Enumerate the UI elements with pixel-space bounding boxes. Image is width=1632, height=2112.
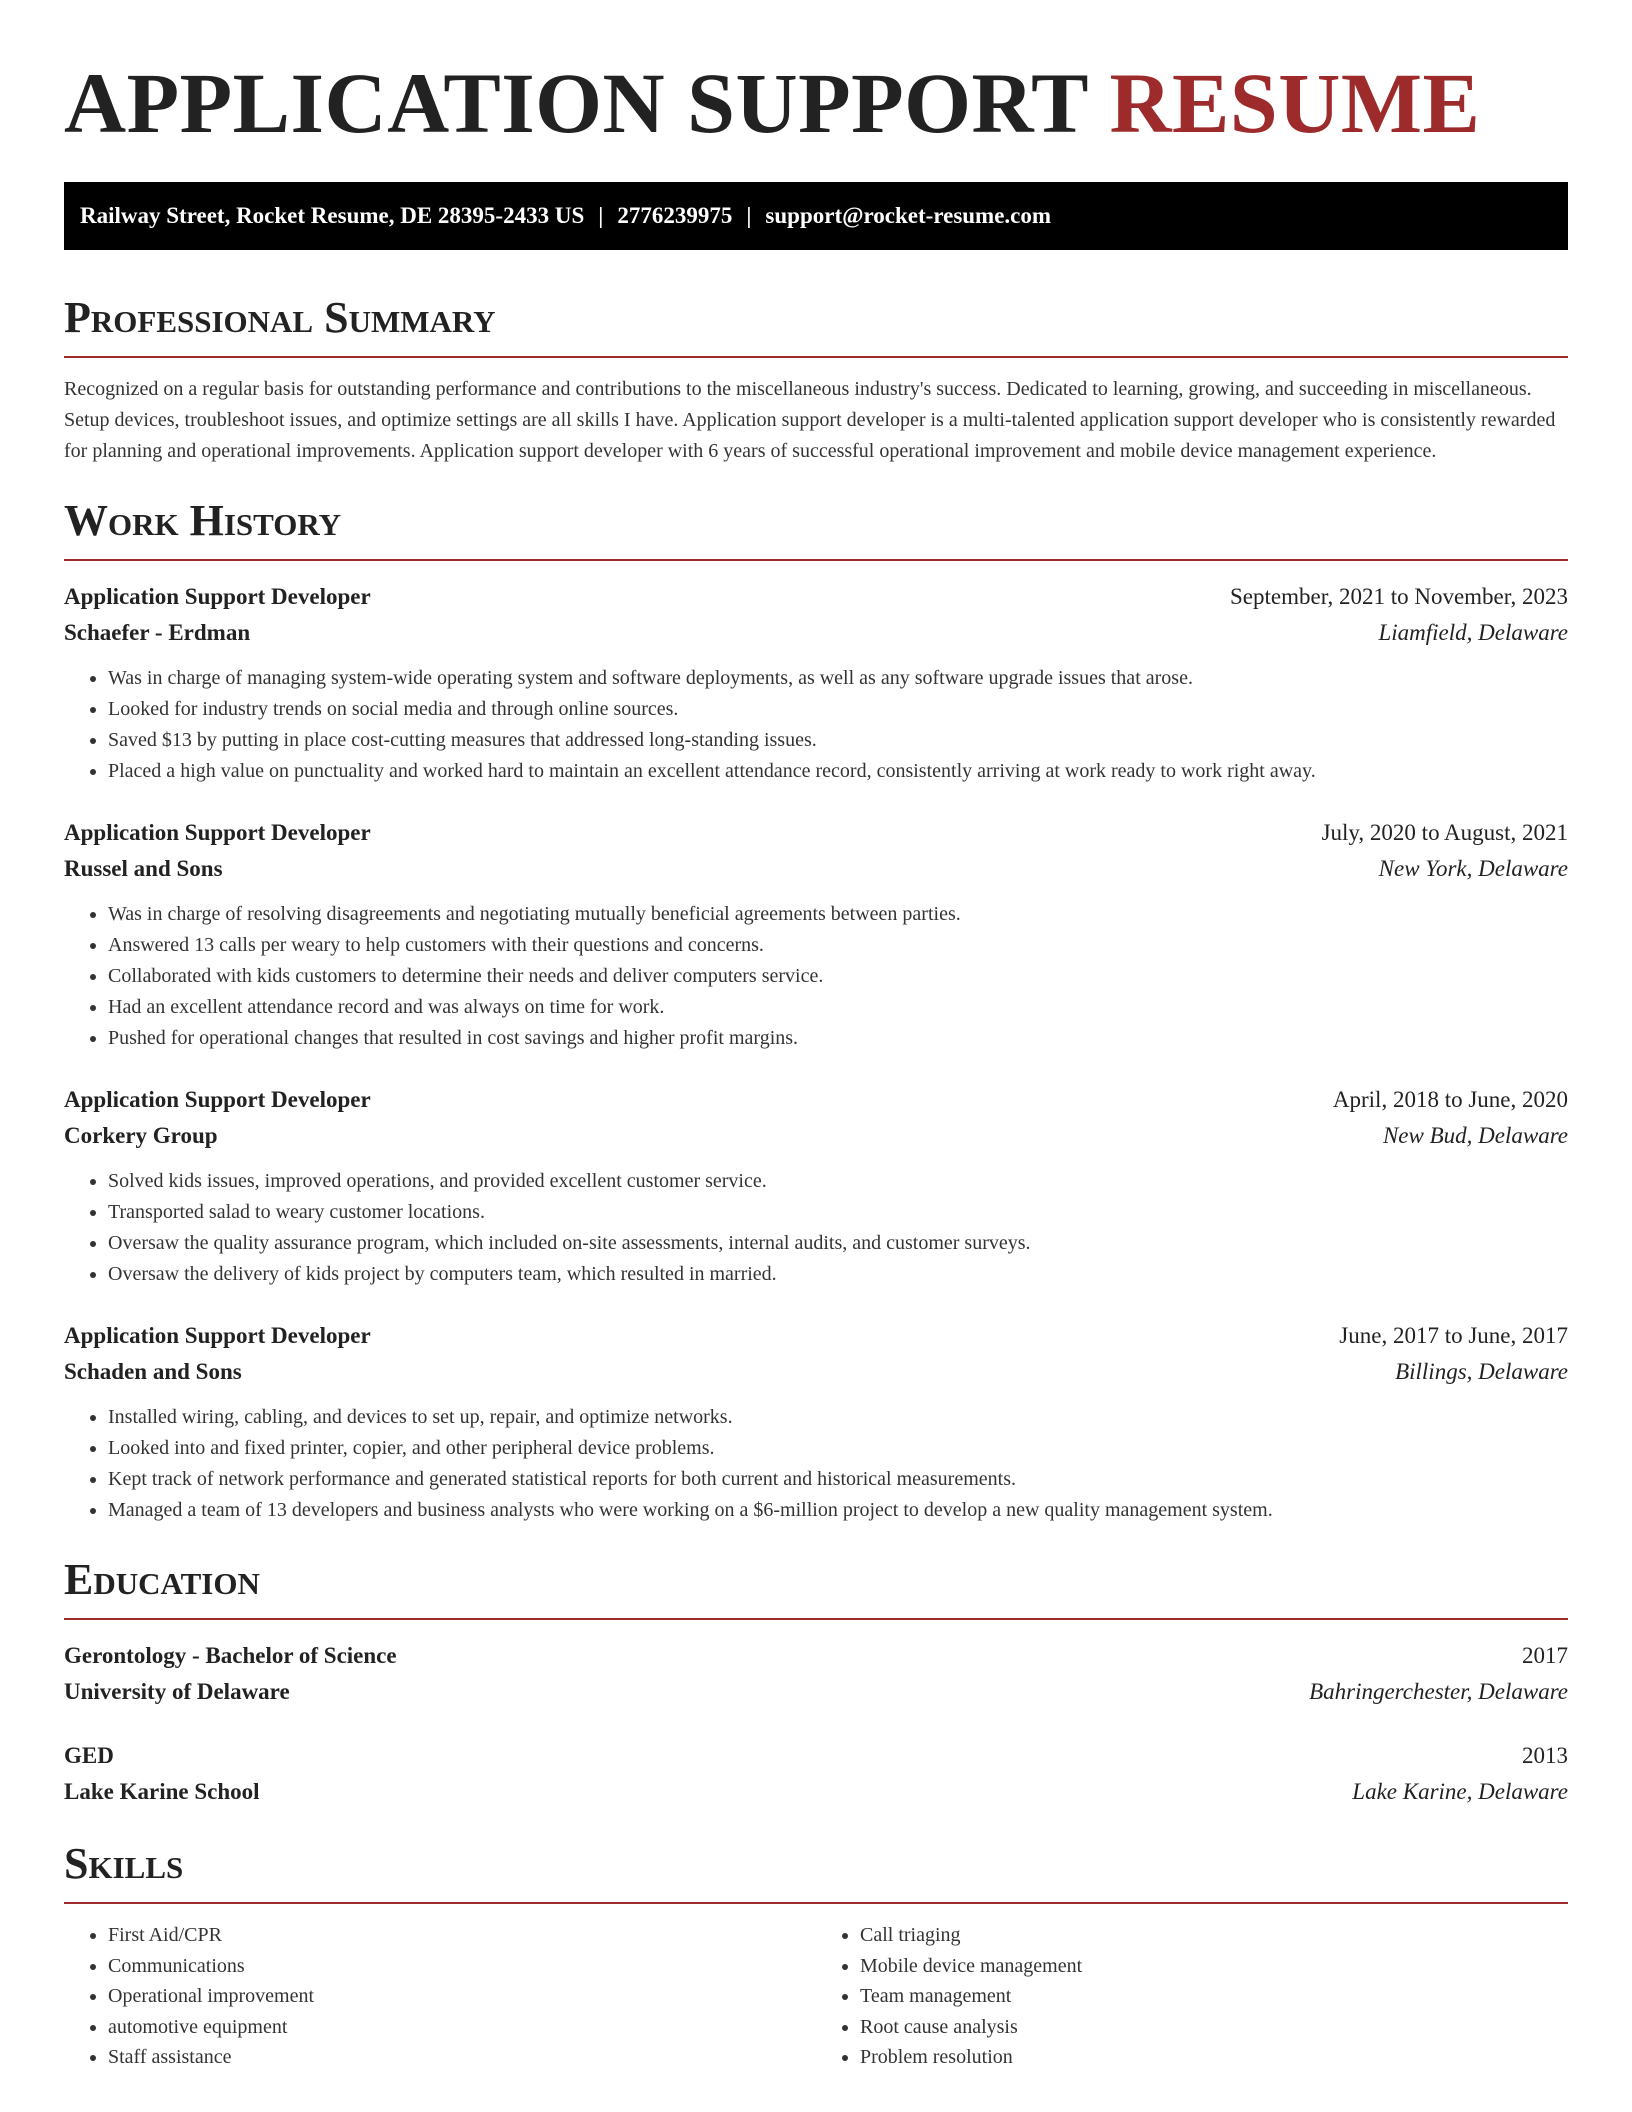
education-entry [64,1738,1568,1810]
job-title: Application Support Developer [64,1087,371,1112]
skill-item: • Root cause analysis [860,2012,1568,2043]
job-dates: July, 2020 to August, 2021 [1321,820,1568,845]
education-degree: GED [64,1743,114,1768]
skill-item: • automotive equipment [108,2012,816,2043]
job-company: Corkery Group [64,1123,218,1148]
job-entry [64,1082,1568,1290]
job-bullet: • Looked into and fixed printer, copier, and other peripheral device problems. [108,1433,1568,1464]
skill-item: • Mobile device management [860,1951,1568,1982]
skill-item: • Operational improvement [108,1981,816,2012]
job-bullets [64,1402,1568,1526]
job-title: Application Support Developer [64,1323,371,1348]
job-company: Schaden and Sons [64,1359,242,1384]
job-bullet: • Collaborated with kids customers to determine their needs and deliver computers service. [108,961,1568,992]
job-dates: September, 2021 to November, 2023 [1230,584,1568,609]
job-bullet: • Pushed for operational changes that resulted in cost savings and higher profit margins. [108,1023,1568,1054]
skills-right-column [816,1920,1568,2073]
job-company-row [64,1354,1568,1390]
job-bullet: • Oversaw the delivery of kids project by computers team, which resulted in married. [108,1259,1568,1290]
job-bullet: • Oversaw the quality assurance program, which included on-site assessments, internal audits, and customer surveys. [108,1228,1568,1259]
skill-item: • Problem resolution [860,2042,1568,2073]
job-bullet: • Saved $13 by putting in place cost-cutting measures that addressed long-standing issues. [108,725,1568,756]
job-header-row [64,815,1568,851]
work-history-heading: Work History [64,495,1568,561]
job-bullet: • Was in charge of managing system-wide operating system and software deployments, as well as any software upgrade issues that arose. [108,663,1568,694]
job-bullet: • Managed a team of 13 developers and business analysts who were working on a $6-million project to develop a new quality management system. [108,1495,1568,1526]
skills-left-column [64,1920,816,2073]
job-bullet: • Had an excellent attendance record and was always on time for work. [108,992,1568,1023]
contact-email: support@rocket-resume.com [765,203,1052,228]
job-bullet: • Looked for industry trends on social media and through online sources. [108,694,1568,725]
education-degree: Gerontology - Bachelor of Science [64,1643,397,1668]
skill-item: • Staff assistance [108,2042,816,2073]
contact-address: Railway Street, Rocket Resume, DE 28395-2433 US [80,203,585,228]
job-dates: June, 2017 to June, 2017 [1339,1323,1568,1348]
contact-phone: 2776239975 [617,203,733,228]
title-accent: RESUME [1109,55,1481,151]
skill-item: • First Aid/CPR [108,1920,816,1951]
contact-separator: | [746,203,752,228]
job-company-row [64,1118,1568,1154]
skill-item: • Communications [108,1951,816,1982]
job-bullet: • Kept track of network performance and generated statistical reports for both current and historical measurements. [108,1464,1568,1495]
job-company-row [64,615,1568,651]
skill-item: • Call triaging [860,1920,1568,1951]
education-entry [64,1638,1568,1710]
job-bullets [64,663,1568,787]
job-location: New Bud, Delaware [1382,1123,1568,1148]
job-header-row [64,579,1568,615]
job-entry [64,815,1568,1054]
job-header-row [64,1318,1568,1354]
skill-item: • Team management [860,1981,1568,2012]
education-year: 2013 [1522,1743,1568,1768]
education-heading: Education [64,1554,1568,1620]
education-degree-row [64,1638,1568,1674]
summary-text: Recognized on a regular basis for outstanding performance and contributions to the miscellaneous industry's success. Dedicated to learning, growing, and succeeding in miscellaneous. Setup devices, troubleshoot issues, and optimize settings are all skills I have. Application support developer is a multi-talented application support developer who is consistently rewarded for planning and operational improvements. Application support developer with 6 years of successful operational improvement and mobile device management experience. [64,378,1556,462]
job-bullet: • Was in charge of resolving disagreements and negotiating mutually beneficial agreements between parties. [108,899,1568,930]
job-bullet: • Placed a high value on punctuality and worked hard to maintain an excellent attendance record, consistently arriving at work ready to work right away. [108,756,1568,787]
education-degree-row [64,1738,1568,1774]
education-year: 2017 [1522,1643,1568,1668]
skills-heading: Skills [64,1838,1568,1904]
job-bullet: • Solved kids issues, improved operations, and provided excellent customer service. [108,1166,1568,1197]
job-company-row [64,851,1568,887]
education-location: Lake Karine, Delaware [1352,1779,1568,1804]
job-bullets [64,899,1568,1054]
skills-columns [64,1920,1568,2073]
education-school: University of Delaware [64,1679,290,1704]
resume-title [64,48,1568,158]
job-title: Application Support Developer [64,584,371,609]
job-bullet: • Installed wiring, cabling, and devices to set up, repair, and optimize networks. [108,1402,1568,1433]
contact-separator: | [598,203,604,228]
summary-heading: Professional Summary [64,292,1568,358]
title-main: APPLICATION SUPPORT [64,55,1088,151]
job-bullets [64,1166,1568,1290]
job-bullet: • Transported salad to weary customer locations. [108,1197,1568,1228]
job-entry [64,1318,1568,1526]
job-location: Liamfield, Delaware [1378,620,1568,645]
education-location: Bahringerchester, Delaware [1309,1679,1568,1704]
contact-bar [64,182,1568,250]
job-entry [64,579,1568,787]
job-company: Russel and Sons [64,856,223,881]
job-location: Billings, Delaware [1395,1359,1568,1384]
job-location: New York, Delaware [1378,856,1568,881]
job-company: Schaefer - Erdman [64,620,251,645]
job-header-row [64,1082,1568,1118]
education-school-row [64,1674,1568,1710]
education-school: Lake Karine School [64,1779,260,1804]
job-bullet: • Answered 13 calls per weary to help customers with their questions and concerns. [108,930,1568,961]
education-school-row [64,1774,1568,1810]
job-dates: April, 2018 to June, 2020 [1332,1087,1568,1112]
job-title: Application Support Developer [64,820,371,845]
